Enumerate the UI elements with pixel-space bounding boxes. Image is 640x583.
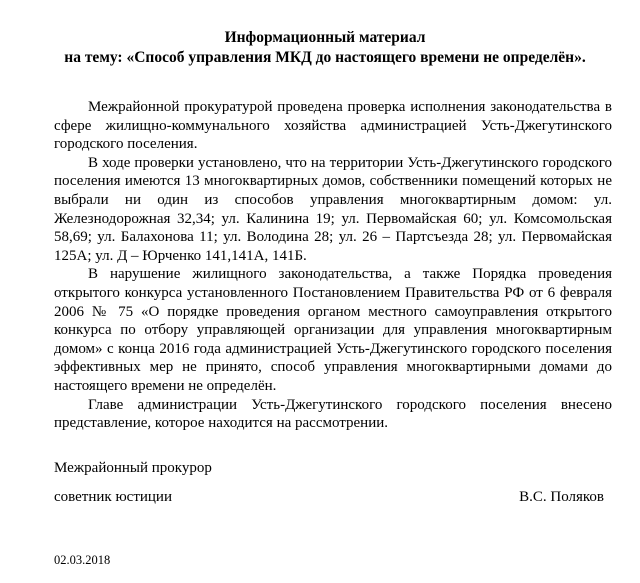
document-title-line-1: Информационный материал (224, 29, 426, 46)
signature-position: Межрайонный прокурор (54, 460, 212, 476)
paragraph-3: В нарушение жилищного законодательства, а также Порядка проведения открытого конкурса установленного Постановлением Правительства РФ от 6 февраля 2006 № 75 «О порядке проведения органом местного самоуправления открытого конкурса по отбору управляющей организации для управления многоквартирным домом» с конца 2016 года администрацией Усть-Джегутинского городского поселения эффективных мер не принято, способ управления многоквартирными домами до настоящего времени не определён. (54, 266, 612, 394)
document-title-line-2: на тему: «Способ управления МКД до настоящего времени не определён». (64, 49, 586, 66)
paragraph-4: Главе администрации Усть-Джегутинского городского поселения внесено представление, которое находится на рассмотрении. (54, 396, 612, 432)
document-body (54, 98, 612, 433)
signature-name: В.С. Поляков (519, 489, 604, 505)
paragraph-2: В ходе проверки установлено, что на территории Усть-Джегутинского городского поселения имеются 13 многоквартирных домов, собственники помещений которых не выбрали ни один из способов управления многоквартирным домом: ул. Железнодорожная 32,34; ул. Калинина 19; ул. Первомайская 60; ул. Комсомольская 58,69; ул. Балахонова 11; ул. Володина 28; ул. 26 – Партсъезда 28; ул. Первомайская 125А; ул. Д – Юрченко 141,141А, 141Б. (54, 154, 612, 264)
document-date: 02.03.2018 (54, 553, 111, 567)
paragraph-1: Межрайонной прокуратурой проведена проверка исполнения законодательства в сфере жилищно-коммунального хозяйства администрацией Усть-Джегутинского городского поселения. (54, 99, 612, 153)
signature-rank: советник юстиции (54, 489, 172, 505)
